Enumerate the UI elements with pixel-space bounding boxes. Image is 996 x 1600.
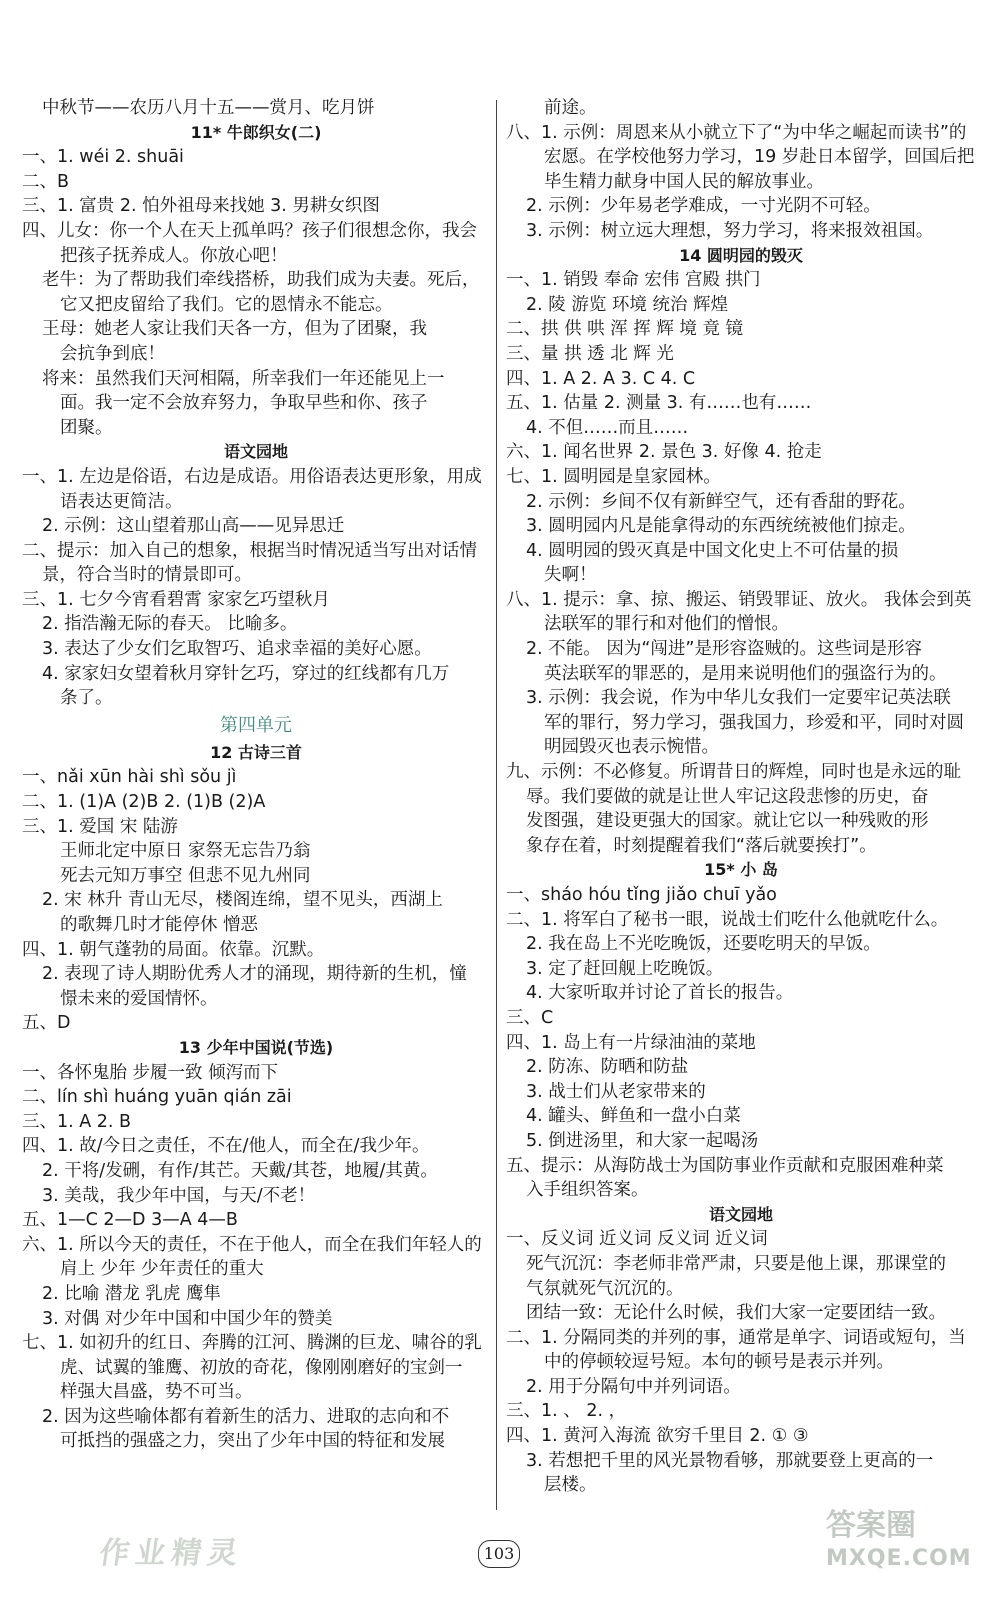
answer-line: 七、1. 如初升的红日、奔腾的江河、腾渊的巨龙、啸谷的乳	[22, 1333, 482, 1354]
answer-line: 一、1. wéi 2. shuāi	[22, 147, 184, 168]
watermark-right-bottom: MXQE.COM	[826, 1546, 972, 1571]
section-title: 语文园地	[708, 1204, 773, 1224]
answer-line: 一、各怀鬼胎 步履一致 倾泻而下	[22, 1062, 279, 1083]
answer-line: 3. 表达了少女们乞取智巧、追求幸福的美好心愿。	[42, 639, 432, 660]
answer-line: 死去元知万事空 但悲不见九州同	[60, 865, 311, 886]
answer-line: 5. 倒进汤里，和大家一起喝汤	[526, 1130, 759, 1151]
answer-line: 肩上 少年 少年责任的重大	[60, 1259, 264, 1280]
answer-line: 2. 指浩瀚无际的春天。 比喻多。	[42, 614, 298, 635]
answer-line: 憬未来的爱国情怀。	[60, 988, 218, 1009]
section-title: 语文园地	[223, 442, 288, 462]
answer-line: 它又把皮留给了我们。它的恩情永不能忘。	[60, 294, 393, 315]
answer-line: 四、1. 岛上有一片绿油油的菜地	[506, 1032, 756, 1053]
answer-line: 的歌舞几时才能停休 憎恶	[60, 915, 259, 935]
answer-line: 六、1. 所以今天的责任，不在于他人，而全在我们年轻人的	[22, 1234, 482, 1255]
section-title: 11* 牛郎织女(二)	[190, 122, 322, 142]
answer-line: 条了。	[60, 688, 113, 709]
answer-line: 宏愿。在学校他努力学习，19 岁赴日本留学，回国后把	[544, 147, 975, 168]
answer-line: 毕生精力献身中国人民的解放事业。	[544, 171, 824, 192]
answer-line: 死气沉沉：李老师非常严肃，只要是他上课，那课堂的	[526, 1253, 946, 1274]
answer-line: 2. 示例：这山望着那山高——见异思迁	[42, 516, 345, 537]
answer-line: 八、1. 提示：拿、掠、搬运、销毁罪证、放火。 我体会到英	[506, 589, 972, 610]
answer-line: 2. 表现了诗人期盼优秀人才的涌现，期待新的生机，憧	[42, 964, 467, 985]
answer-line: 八、1. 示例：周恩来从小就立下了“为中华之崛起而读书”的	[506, 122, 967, 143]
answer-line: 3. 美哉，我少年中国，与天/不老！	[42, 1185, 316, 1206]
answer-line: 三、1. 、 2. ，	[506, 1401, 627, 1422]
answer-line: 4. 大家听取并讨论了首长的报告。	[526, 983, 794, 1004]
answer-line: 3. 示例：树立远大理想，努力学习，将来报效祖国。	[526, 220, 934, 241]
section-title: 15* 小 岛	[704, 860, 778, 880]
answer-line: 二、B	[22, 171, 70, 192]
section-title: 14 圆明园的毁灭	[679, 245, 803, 265]
answer-line: 2. 陵 游览 环境 统治 辉煌	[526, 294, 729, 315]
answer-line: 3. 对偶 对少年中国和中国少年的赞美	[42, 1308, 333, 1329]
right-column	[506, 96, 976, 1498]
answer-line: 三、量 拱 透 北 辉 光	[506, 343, 674, 364]
answer-line: 4. 不但……而且……	[526, 417, 689, 438]
answer-line: 会抗争到底！	[60, 343, 165, 364]
answer-line: 把孩子抚养成人。你放心吧！	[60, 245, 288, 266]
answer-line: 团聚。	[60, 417, 113, 438]
answer-line: 4. 家家妇女望着秋月穿针乞巧，穿过的红线都有几万	[42, 663, 450, 684]
answer-line: 五、1. 估量 2. 测量 3. 有……也有……	[506, 393, 812, 414]
answer-line: 3. 圆明园内凡是能拿得动的东西统统被他们掠走。	[526, 516, 916, 537]
answer-line: 团结一致：无论什么时候，我们大家一定要团结一致。	[526, 1303, 946, 1324]
answer-line: 失啊！	[544, 565, 597, 586]
answer-line: 五、D	[22, 1013, 71, 1034]
unit-heading: 第四单元	[220, 714, 292, 736]
answer-line: 象存在着，时刻提醒着我们“落后就要挨打”。	[526, 835, 877, 856]
answer-line: 景，符合当时的情景即可。	[42, 565, 252, 586]
answer-line: 2. 因为这些喻体都有着新生的活力、进取的志向和不	[42, 1406, 450, 1427]
answer-line: 王师北定中原日 家祭无忘告乃翁	[60, 841, 311, 862]
answer-line: 三、1. 爱国 宋 陆游	[22, 816, 178, 837]
answer-line: 辱。我们要做的就是让世人牢记这段悲惨的历史，奋	[526, 786, 929, 807]
answer-line: 二、提示：加入自己的想象，根据当时情况适当写出对话情	[22, 540, 477, 561]
answer-line: 层楼。	[544, 1475, 597, 1496]
answer-line: 样强大昌盛，势不可当。	[60, 1382, 253, 1403]
answer-line: 发图强，建设更强大的国家。就让它以一种残败的形	[526, 811, 929, 832]
answer-line: 3. 示例：我会说，作为中华儿女我们一定要牢记英法联	[526, 688, 951, 709]
answer-line: 一、1. 销毁 奉命 宏伟 宫殿 拱门	[506, 270, 761, 291]
answer-line: 二、1. 将军白了秘书一眼，说战士们吃什么他就吃什么。	[506, 909, 949, 930]
page-number: 103	[478, 1540, 520, 1568]
answer-line: 2. 宋 林升 青山无尽，楼阁连绵，望不见头，西湖上	[42, 890, 443, 911]
answer-line: 三、1. A 2. B	[22, 1111, 132, 1132]
answer-line: 九、示例：不必修复。所谓昔日的辉煌，同时也是永远的耻	[506, 762, 961, 783]
answer-line: 面。我一定不会放弃努力，争取早些和你、孩子	[60, 393, 428, 414]
watermark-right-top: 答案圈	[826, 1508, 916, 1543]
section-title: 12 古诗三首	[210, 742, 302, 762]
answer-line: 四、1. 故/今日之责任，不在/他人，而全在/我少年。	[22, 1136, 430, 1157]
answer-line: 四、1. 朝气蓬勃的局面。依靠。沉默。	[22, 939, 325, 960]
answer-line: 一、反义词 近义词 反义词 近义词	[506, 1229, 768, 1250]
answer-line: 五、1—C 2—D 3—A 4—B	[22, 1210, 238, 1231]
answer-line: 3. 定了赶回舰上吃晚饭。	[526, 958, 724, 979]
watermark-right	[826, 1508, 976, 1588]
answer-line: 王母：她老人家让我们天各一方，但为了团聚，我	[42, 319, 427, 340]
answer-line: 入手组织答案。	[526, 1180, 649, 1201]
answer-line: 英法联军的罪恶的，是用来说明他们的强盗行为的。	[544, 663, 947, 684]
answer-line: 2. 不能。 因为“闯进”是形容盗贼的。这些词是形容	[526, 639, 922, 660]
answer-line: 三、1. 富贵 2. 怕外祖母来找她 3. 男耕女织图	[22, 196, 380, 217]
answer-line: 可抵挡的强盛之力，突出了少年中国的特征和发展	[60, 1431, 445, 1452]
answer-line: 3. 战士们从老家带来的	[526, 1081, 706, 1102]
answer-line: 2. 我在岛上不光吃晚饭，还要吃明天的早饭。	[526, 934, 881, 955]
answer-line: 法联军的罪行和对他们的憎恨。	[544, 614, 789, 635]
answer-line: 语表达更简洁。	[60, 491, 183, 512]
answer-line: 2. 示例：少年易老学难成，一寸光阴不可轻。	[526, 196, 881, 217]
answer-line: 三、1. 七夕今宵看碧霄 家家乞巧望秋月	[22, 589, 330, 610]
answer-line: 四、1. A 2. A 3. C 4. C	[506, 368, 696, 389]
answer-line: 一、nǎi xūn hài shì sǒu jì	[22, 767, 237, 788]
answer-line: 二、1. 分隔同类的并列的事，通常是单字、词语或短句，当	[506, 1327, 966, 1348]
answer-line: 军的罪行，努力学习，强我国力，珍爱和平，同时对圆	[544, 712, 964, 733]
answer-line: 一、sháo hóu tǐng jiǎo chuī yǎo	[506, 885, 777, 905]
section-title: 13 少年中国说(节选)	[178, 1037, 334, 1057]
answer-line: 二、lín shì huáng yuān qián zāi	[22, 1087, 292, 1108]
answer-line: 气氛就死气沉沉的。	[526, 1278, 684, 1299]
answer-line: 一、1. 左边是俗语，右边是成语。用俗语表达更形象，用成	[22, 466, 482, 487]
answer-line: 五、提示：从海防战士为国防事业作贡献和克服困难种菜	[506, 1155, 944, 1176]
answer-line: 明园毁灭也表示惋惜。	[544, 737, 719, 758]
answer-line: 前途。	[544, 98, 597, 118]
left-column	[22, 96, 490, 1454]
answer-line: 将来：虽然我们天河相隔，所幸我们一年还能见上一	[42, 368, 445, 389]
watermark-left: 作业精灵	[97, 1536, 246, 1571]
answer-line: 2. 用于分隔句中并列词语。	[526, 1376, 741, 1397]
answer-line: 虎、试翼的雏鹰、初放的奇花，像刚刚磨好的宝剑一	[60, 1357, 463, 1378]
answer-line: 2. 防冻、防晒和防盐	[526, 1057, 689, 1078]
answer-line: 四、儿女：你一个人在天上孤单吗？孩子们很想念你，我会	[22, 220, 477, 241]
answer-line: 中的停顿较逗号短。本句的顿号是表示并列。	[544, 1352, 894, 1373]
answer-line: 老牛：为了帮助我们牵线搭桥，助我们成为夫妻。死后，	[42, 270, 480, 291]
answer-line: 二、拱 供 哄 浑 挥 辉 境 竟 镜	[506, 319, 744, 340]
answer-line: 四、1. 黄河入海流 欲穷千里目 2. ① ③	[506, 1426, 809, 1447]
answer-line: 六、1. 闻名世界 2. 景色 3. 好像 4. 抢走	[506, 442, 822, 463]
answer-line: 中秋节——农历八月十五——赏月、吃月饼	[42, 98, 375, 118]
answer-line: 3. 若想把千里的风光景物看够，那就要登上更高的一	[526, 1450, 934, 1471]
answer-line: 三、C	[506, 1007, 554, 1028]
answer-line: 2. 比喻 潜龙 乳虎 鹰隼	[42, 1283, 221, 1304]
answer-line: 4. 罐头、鲜鱼和一盘小白菜	[526, 1106, 741, 1127]
answer-line: 2. 示例：乡间不仅有新鲜空气，还有香甜的野花。	[526, 491, 916, 512]
answer-line: 4. 圆明园的毁灭真是中国文化史上不可估量的损	[526, 540, 899, 561]
answer-line: 二、1. (1)A (2)B 2. (1)B (2)A	[22, 792, 266, 813]
answer-line: 七、1. 圆明园是皇家园林。	[506, 466, 721, 487]
column-divider	[496, 100, 497, 1510]
answer-line: 2. 干将/发硎，有作/其芒。天戴/其苍，地履/其黄。	[42, 1160, 438, 1181]
